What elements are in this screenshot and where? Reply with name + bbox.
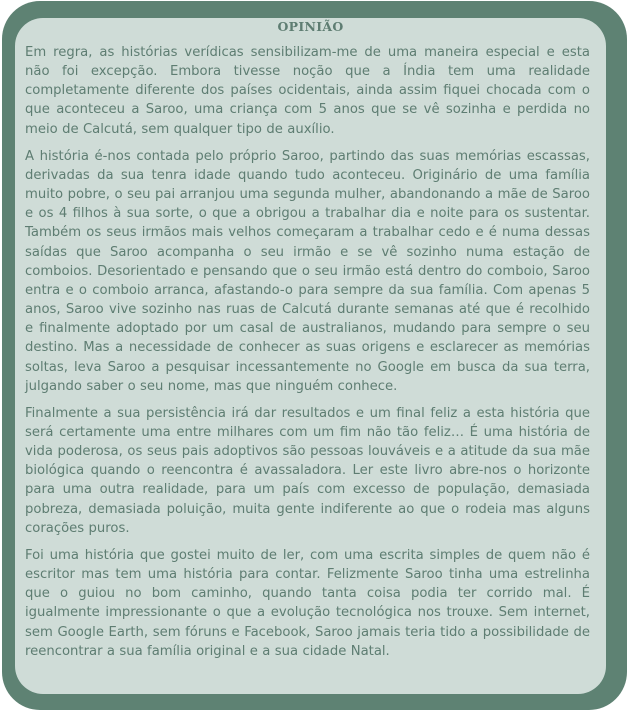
opinion-frame (2, 1, 627, 710)
opinion-title: OPINIÃO (277, 19, 344, 34)
opinion-panel (15, 18, 606, 694)
paragraph-2: A história é-nos contada pelo próprio Saroo, partindo das suas memórias escassas, derivadas da sua tenra idade quando tudo aconteceu. Originário de uma família muito pobre, o seu pai arranjou uma segunda mulher, abandonando a mãe de Saroo e os 4 filhos à sua sorte, o que a obrigou a trabalhar dia e noite para os sustentar. Também os seus irmãos mais velhos começaram a trabalhar cedo e é numa dessas saídas que Saroo acompanha o seu irmão e se vê sozinho numa estação de comboios. Desorientado e pensando que o seu irmão está dentro do comboio, Saroo entra e o comboio arranca, afastando-o para sempre da sua família. Com apenas 5 anos, Saroo vive sozinho nas ruas de Calcutá durante semanas até que é recolhido e finalmente adoptado por um casal de australianos, mudando para sempre o seu destino. Mas a necessidade de conhecer as suas origens e esclarecer as memórias soltas, leva Saroo a pesquisar incessantemente no Google em busca da sua terra, julgando saber o seu nome, mas que ninguém conhece. (25, 148, 590, 394)
paragraph-1: Em regra, as histórias verídicas sensibilizam-me de uma maneira especial e esta não foi excepção. Embora tivesse noção que a Índia tem uma realidade completamente diferente dos países ocidentais, ainda assim fiquei chocada com o que aconteceu a Saroo, uma criança com 5 anos que se vê sozinha e perdida no meio de Calcutá, sem qualquer tipo de auxílio. (25, 45, 590, 137)
paragraph-3: Finalmente a sua persistência irá dar resultados e um final feliz a esta história que será certamente uma entre milhares com um fim não tão feliz… É uma história de vida poderosa, os seus pais adoptivos são pessoas louváveis e a atitude da sua mãe biológica quando o reencontra é avassaladora. Ler este livro abre-nos o horizonte para uma outra realidade, para um país com excesso de população, demasiada pobreza, demasiada poluição, muita gente indiferente ao que o rodeia mas alguns corações puros. (25, 405, 590, 536)
paragraph-4: Foi uma história que gostei muito de ler, com uma escrita simples de quem não é escritor mas tem uma história para contar. Felizmente Saroo tinha uma estrelinha que o guiou no bom caminho, quando tanta coisa podia ter corrido mal. É igualmente impressionante o que a evolução tecnológica nos trouxe. Sem internet, sem Google Earth, sem fóruns e Facebook, Saroo jamais teria tido a possibilidade de reencontrar a sua família original e a sua cidade Natal. (25, 547, 590, 659)
